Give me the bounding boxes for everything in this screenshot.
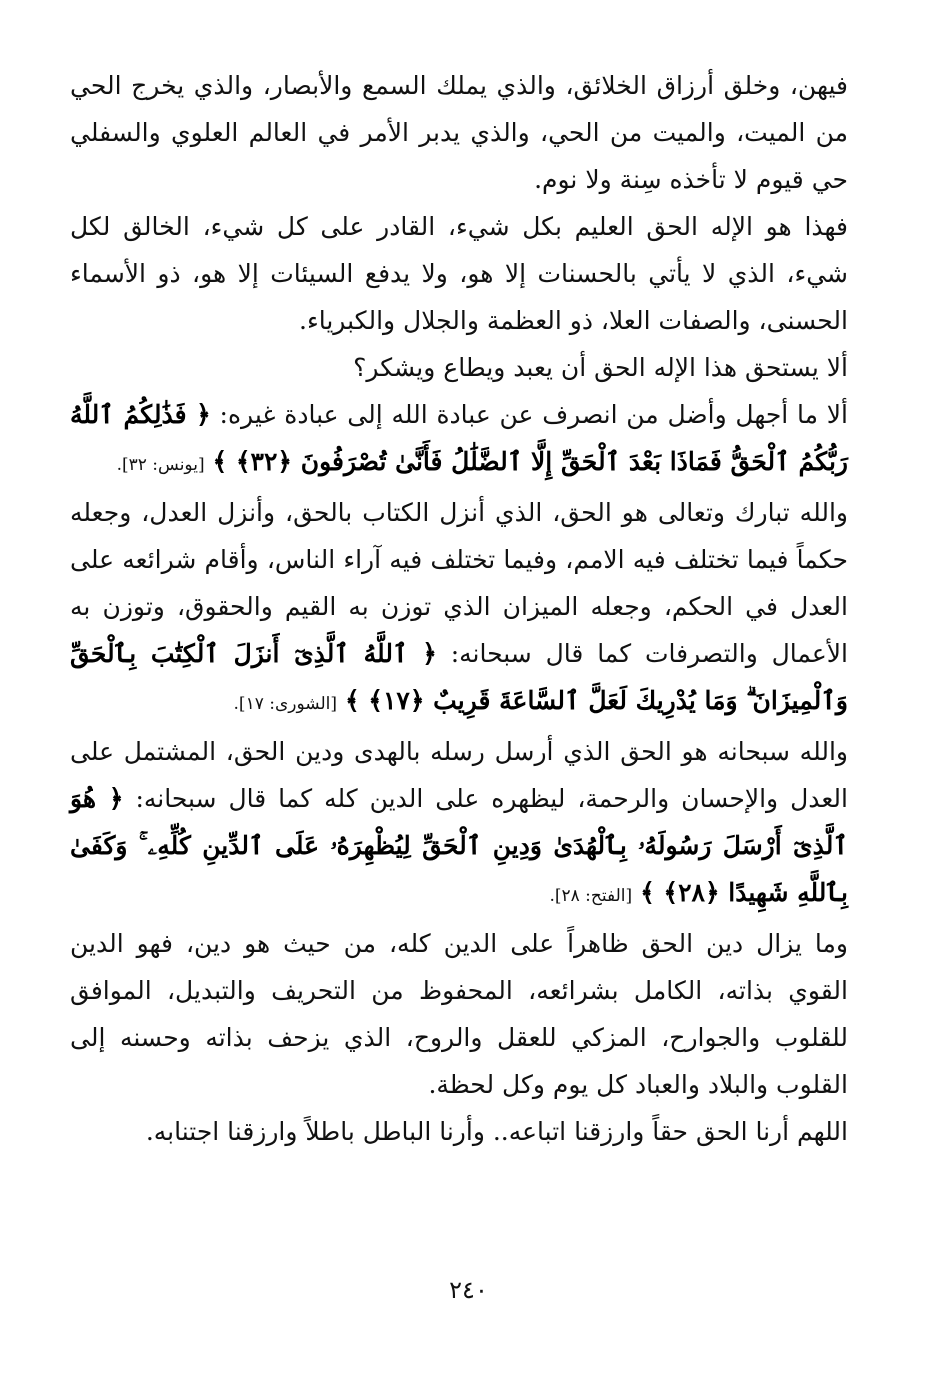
page-body bbox=[70, 62, 848, 1155]
quran-verse: ﴿ هُوَ ٱلَّذِىٓ أَرْسَلَ رَسُولَهُۥ بِٱلْهُدَىٰ وَدِينِ ٱلْحَقِّ لِيُظْهِرَهُۥ عَلَى ٱلدِّينِ كُلِّهِۦ ۚ وَكَفَىٰ بِٱللَّهِ شَهِيدًا ﴿٢٨﴾ ﴾ bbox=[70, 784, 848, 907]
paragraph-text: اللهم أرنا الحق حقاً وارزقنا اتباعه.. وأرنا الباطل باطلاً وارزقنا اجتنابه. bbox=[145, 1117, 848, 1146]
paragraph-text: ألا يستحق هذا الإله الحق أن يعبد ويطاع ويشكر؟ bbox=[353, 353, 848, 382]
paragraph-8 bbox=[70, 1108, 848, 1155]
paragraph-text: فهذا هو الإله الحق العليم بكل شيء، القادر على كل شيء، الخالق لكل شيء، الذي لا يأتي بالحسنات إلا هو، ولا يدفع السيئات إلا هو، ذو الأسماء الحسنى، والصفات العلا، ذو العظمة والجلال والكبرياء. bbox=[70, 212, 848, 335]
paragraph-text: وما يزال دين الحق ظاهراً على الدين كله، من حيث هو دين، فهو الدين القوي بذاته، الكامل بشرائعه، المحفوظ من التحريف والتبديل، الموافق للقلوب والجوارح، المزكي للعقل والروح، الذي يزحف بذاته وحسنه إلى القلوب والبلاد والعباد كل يوم وكل لحظة. bbox=[70, 929, 848, 1099]
paragraph-text: والله تبارك وتعالى هو الحق، الذي أنزل الكتاب بالحق، وأنزل العدل، وجعله حكماً فيما تختلف فيه الامم، وفيما تختلف فيه آراء الناس، وأقام شرائعه على العدل في الحكم، وجعله الميزان الذي توزن به القيم والحقوق، وتوزن به الأعمال والتصرفات كما قال سبحانه: bbox=[70, 498, 848, 668]
paragraph-7 bbox=[70, 920, 848, 1108]
paragraph-5 bbox=[70, 489, 848, 728]
paragraph-text: فيهن، وخلق أرزاق الخلائق، والذي يملك السمع والأبصار، والذي يخرج الحي من الميت، والميت من الحي، والذي يدبر الأمر في العالم العلوي والسفلي حي قيوم لا تأخذه سِنة ولا نوم. bbox=[70, 71, 848, 194]
paragraph-2 bbox=[70, 203, 848, 344]
page-number: ٢٤٠ bbox=[449, 1276, 488, 1304]
quran-verse: ﴿ فَذَٰلِكُمُ ٱللَّهُ رَبُّكُمُ ٱلْحَقُّ فَمَاذَا بَعْدَ ٱلْحَقِّ إِلَّا ٱلضَّلَٰلُ فَأَنَّىٰ تُصْرَفُونَ ﴿٣٢﴾ ﴾ bbox=[70, 400, 848, 476]
paragraph-6 bbox=[70, 728, 848, 920]
quran-verse: ﴿ ٱللَّهُ ٱلَّذِىٓ أَنزَلَ ٱلْكِتَٰبَ بِٱلْحَقِّ وَٱلْمِيزَانَ ۗ وَمَا يُدْرِيكَ لَعَلَّ ٱلسَّاعَةَ قَرِيبٌ ﴿١٧﴾ ﴾ bbox=[70, 639, 848, 715]
paragraph-text: والله سبحانه هو الحق الذي أرسل رسله بالهدى ودين الحق، المشتمل على العدل والإحسان والرحمة، ليظهره على الدين كله كما قال سبحانه: bbox=[70, 737, 848, 813]
paragraph-1 bbox=[70, 62, 848, 203]
verse-reference: [الفتح: ٢٨]. bbox=[549, 886, 633, 906]
paragraph-4 bbox=[70, 391, 848, 489]
paragraph-text: ألا ما أجهل وأضل من انصرف عن عبادة الله إلى عبادة غيره: bbox=[219, 400, 848, 429]
verse-reference: [الشورى: ١٧]. bbox=[233, 694, 337, 714]
paragraph-3 bbox=[70, 344, 848, 391]
verse-reference: [يونس: ٣٢]. bbox=[116, 455, 205, 475]
